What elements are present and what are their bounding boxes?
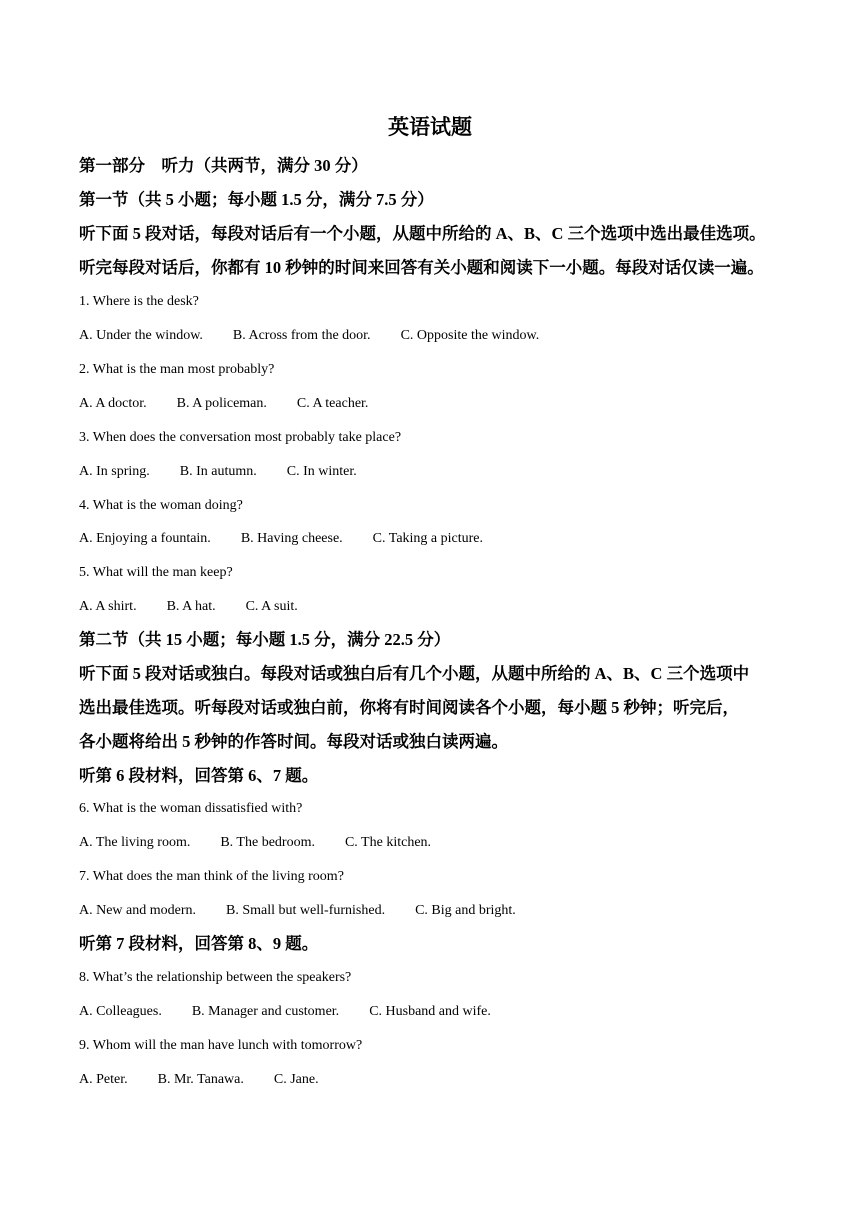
question-9: 9. Whom will the man have lunch with tomorrow? [79, 1038, 363, 1053]
option-c: C. In winter. [286, 464, 357, 479]
option-b: B. A hat. [166, 599, 216, 614]
option-c: C. Big and bright. [415, 903, 516, 918]
option-a: A. A doctor. [79, 396, 147, 411]
part1-heading: 第一部分 听力（共两节，满分 30 分） [79, 156, 368, 175]
question-4-options [79, 530, 483, 548]
option-c: C. Taking a picture. [372, 531, 484, 546]
question-9-options [79, 1071, 319, 1089]
section1-instruction-line2: 听完每段对话后，你都有 10 秒钟的时间来回答有关小题和阅读下一小题。每段对话仅读一遍。 [79, 258, 764, 277]
section2-heading: 第二节（共 15 小题；每小题 1.5 分，满分 22.5 分） [79, 630, 451, 649]
option-b: B. Small but well-furnished. [226, 903, 386, 918]
option-b: B. Having cheese. [240, 531, 343, 546]
question-7-options [79, 902, 516, 920]
question-5-options [79, 598, 298, 616]
option-c: C. Opposite the window. [400, 328, 540, 343]
option-a: A. Under the window. [79, 328, 203, 343]
option-a: A. Colleagues. [79, 1004, 162, 1019]
section2-instruction-line1: 听下面 5 段对话或独白。每段对话或独白后有几个小题，从题中所给的 A、B、C 三个选项中 [79, 664, 750, 683]
option-c: C. Husband and wife. [369, 1004, 491, 1019]
question-7: 7. What does the man think of the living room? [79, 869, 344, 884]
option-a: A. The living room. [79, 835, 191, 850]
question-8: 8. What’s the relationship between the speakers? [79, 970, 352, 985]
material6-heading: 听第 6 段材料，回答第 6、7 题。 [79, 766, 319, 785]
option-a: A. In spring. [79, 464, 150, 479]
option-a: A. New and modern. [79, 903, 197, 918]
option-b: B. A policeman. [176, 396, 267, 411]
section2-instruction-line2: 选出最佳选项。听每段对话或独白前，你将有时间阅读各个小题，每小题 5 秒钟；听完后， [79, 698, 739, 717]
option-c: C. The kitchen. [344, 835, 432, 850]
option-b: B. Mr. Tanawa. [157, 1072, 244, 1087]
section2-instruction-line3: 各小题将给出 5 秒钟的作答时间。每段对话或独白读两遍。 [79, 732, 508, 751]
option-c: C. A suit. [245, 599, 298, 614]
option-a: A. Enjoying a fountain. [79, 531, 211, 546]
material7-heading: 听第 7 段材料，回答第 8、9 题。 [79, 934, 319, 953]
option-b: B. Manager and customer. [191, 1004, 340, 1019]
question-1-options [79, 327, 539, 345]
option-b: B. The bedroom. [220, 835, 315, 850]
option-a: A. Peter. [79, 1072, 128, 1087]
question-1: 1. Where is the desk? [79, 294, 199, 309]
section1-instruction-line1: 听下面 5 段对话，每段对话后有一个小题，从题中所给的 A、B、C 三个选项中选出最佳选项。 [79, 224, 766, 243]
question-4: 4. What is the woman doing? [79, 498, 243, 513]
option-a: A. A shirt. [79, 599, 137, 614]
option-b: B. In autumn. [179, 464, 257, 479]
question-8-options [79, 1003, 491, 1021]
question-5: 5. What will the man keep? [79, 565, 233, 580]
option-c: C. Jane. [273, 1072, 319, 1087]
question-3-options [79, 463, 357, 481]
page-title: 英语试题 [388, 115, 472, 139]
option-c: C. A teacher. [296, 396, 369, 411]
option-b: B. Across from the door. [232, 328, 371, 343]
question-3: 3. When does the conversation most probably take place? [79, 430, 402, 445]
question-2: 2. What is the man most probably? [79, 362, 275, 377]
question-6-options [79, 834, 431, 852]
question-6: 6. What is the woman dissatisfied with? [79, 801, 303, 816]
section1-heading: 第一节（共 5 小题；每小题 1.5 分，满分 7.5 分） [79, 190, 434, 209]
question-2-options [79, 395, 368, 413]
